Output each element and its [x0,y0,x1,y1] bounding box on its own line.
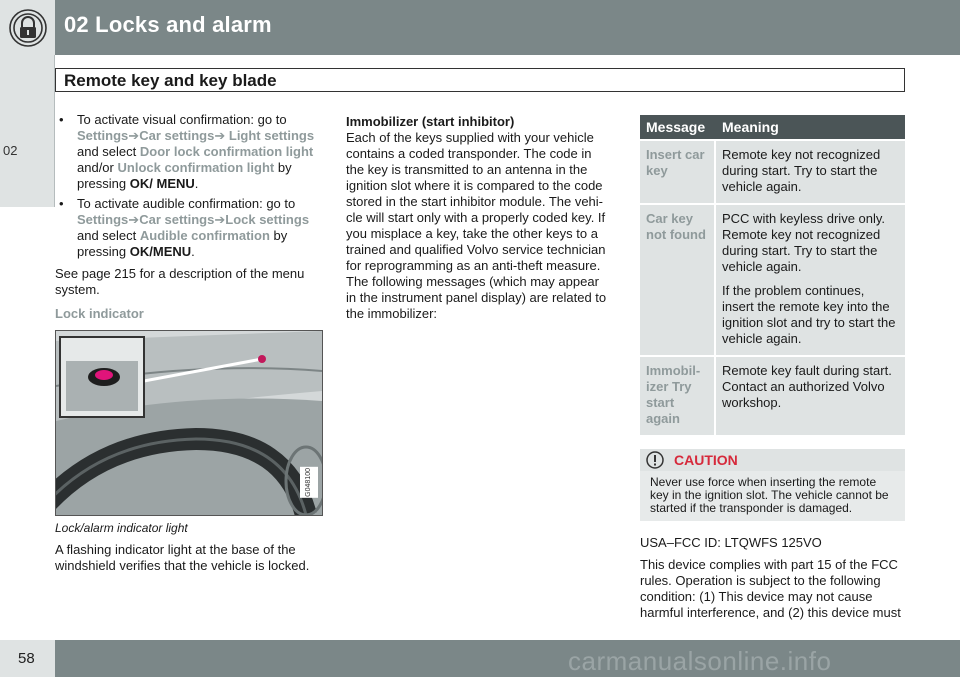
chapter-title: 02 Locks and alarm [64,12,272,37]
bullet-dot: • [59,196,64,211]
messages-table [640,113,905,437]
table-header-row [640,115,905,139]
column-header-meaning: Meaning [716,115,905,139]
menu-reference-text: See page 215 for a description of the menu system. [55,266,305,297]
bullet-dot: • [59,112,64,127]
caution-icon [646,451,664,469]
section-title: Remote key and key blade [64,71,277,90]
fcc-id: USA–FCC ID: LTQWFS 125VO [640,535,822,550]
ok-menu-button-text: OK/MENU [129,244,192,259]
meaning-text: PCC with keyless drive only. Remote key not recognized during start. Try to start the vehicle again. [722,211,886,274]
ok-menu-button-text: OK/ MENU [129,176,195,191]
bullet-text: To activate audible confirmation: go to [77,196,296,211]
meaning-extra-text: If the problem continues, insert the remote key into the ignition slot and try to start the vehicle again. [722,283,896,346]
menu-car-settings: Car settings [139,128,215,143]
message-cell: Immobil-izer Try start again [640,357,716,435]
bullet-text: and select [77,228,137,243]
message-cell: Insert car key [640,141,716,203]
arrow-icon: ➔ [214,212,226,227]
menu-light-settings: Light settings [228,128,315,143]
meaning-cell [716,205,905,355]
option-unlock-light: Unlock confirmation light [117,160,275,175]
fcc-text: This device complies with part 15 of the FCC rules. Operation is subject to the following condition: (1) This device may not cause harmful interference, and (2) this device must [640,557,901,620]
meaning-cell [716,357,905,435]
bullet-text: by pressing [77,228,288,259]
lock-indicator-heading: Lock indicator [55,306,144,321]
section-title-box [55,68,905,92]
caution-header [640,449,905,471]
message-cell: Car key not found [640,205,716,355]
indicator-description: A flashing indicator light at the base of the windshield verifies that the vehicle is locked. [55,542,310,573]
meaning-text: Remote key fault during start. Contact an authorized Volvo workshop. [722,363,892,410]
column-2 [346,114,608,322]
table-row [640,205,905,355]
caution-title: CAUTION [674,452,738,468]
figure-code: G048100 [300,467,318,498]
bullet-text: by pressing [77,160,292,191]
column-1 [55,112,323,574]
caution-box [640,449,905,521]
option-audible-confirmation: Audible confirmation [139,228,270,243]
column-header-message: Message [640,115,716,139]
caution-text: Never use force when inserting the remote key in the ignition slot. The vehicle cannot be started if the transponder is damaged. [650,475,889,515]
chapter-side-tab [0,55,55,207]
arrow-icon: ➔ [214,128,226,143]
bullet-visual-confirmation [55,112,323,192]
bullet-text: To activate visual confirmation: go to [77,112,287,127]
page-number: 58 [18,650,35,667]
column-3 [640,115,905,621]
menu-settings: Settings [77,128,129,143]
meaning-text: Remote key not recognized during start. Try to start the vehicle again. [722,147,881,194]
option-door-lock-light: Door lock confirmation light [139,144,314,159]
lock-indicator-illustration [55,330,323,516]
menu-settings: Settings [77,212,129,227]
menu-car-settings: Car settings [139,212,215,227]
meaning-cell [716,141,905,203]
bullet-text: and/or [77,160,114,175]
lock-icon [8,8,48,48]
table-row [640,357,905,435]
table-row [640,141,905,203]
menu-lock-settings: Lock settings [225,212,310,227]
chapter-number: 02 [3,143,18,158]
bullet-text: and select [77,144,137,159]
immobilizer-body: Each of the keys supplied with your vehicle contains a coded transponder. The code in the key is transmitted to an antenna in the ignition slot where it is compared to the code stored in the start inhibitor module. The vehi-cle will start only with a properly coded key. If you misplace a key, take the other keys to a trained and qualified Volvo service technician for reprogramming as an anti-theft measure. The following messages (which may appear in the instrument panel display) are related to the immobilizer: [346,130,607,321]
arrow-icon: ➔ [128,128,140,143]
bullet-text: . [191,244,195,259]
bullet-audible-confirmation [55,196,323,260]
bullet-text: . [194,176,199,191]
figure-caption: Lock/alarm indicator light [55,521,188,535]
watermark: carmanualsonline.info [568,646,832,676]
chapter-icon-tab [0,0,55,55]
dashboard-illustration [56,331,322,515]
arrow-icon: ➔ [128,212,140,227]
immobilizer-heading: Immobilizer (start inhibitor) [346,114,515,129]
